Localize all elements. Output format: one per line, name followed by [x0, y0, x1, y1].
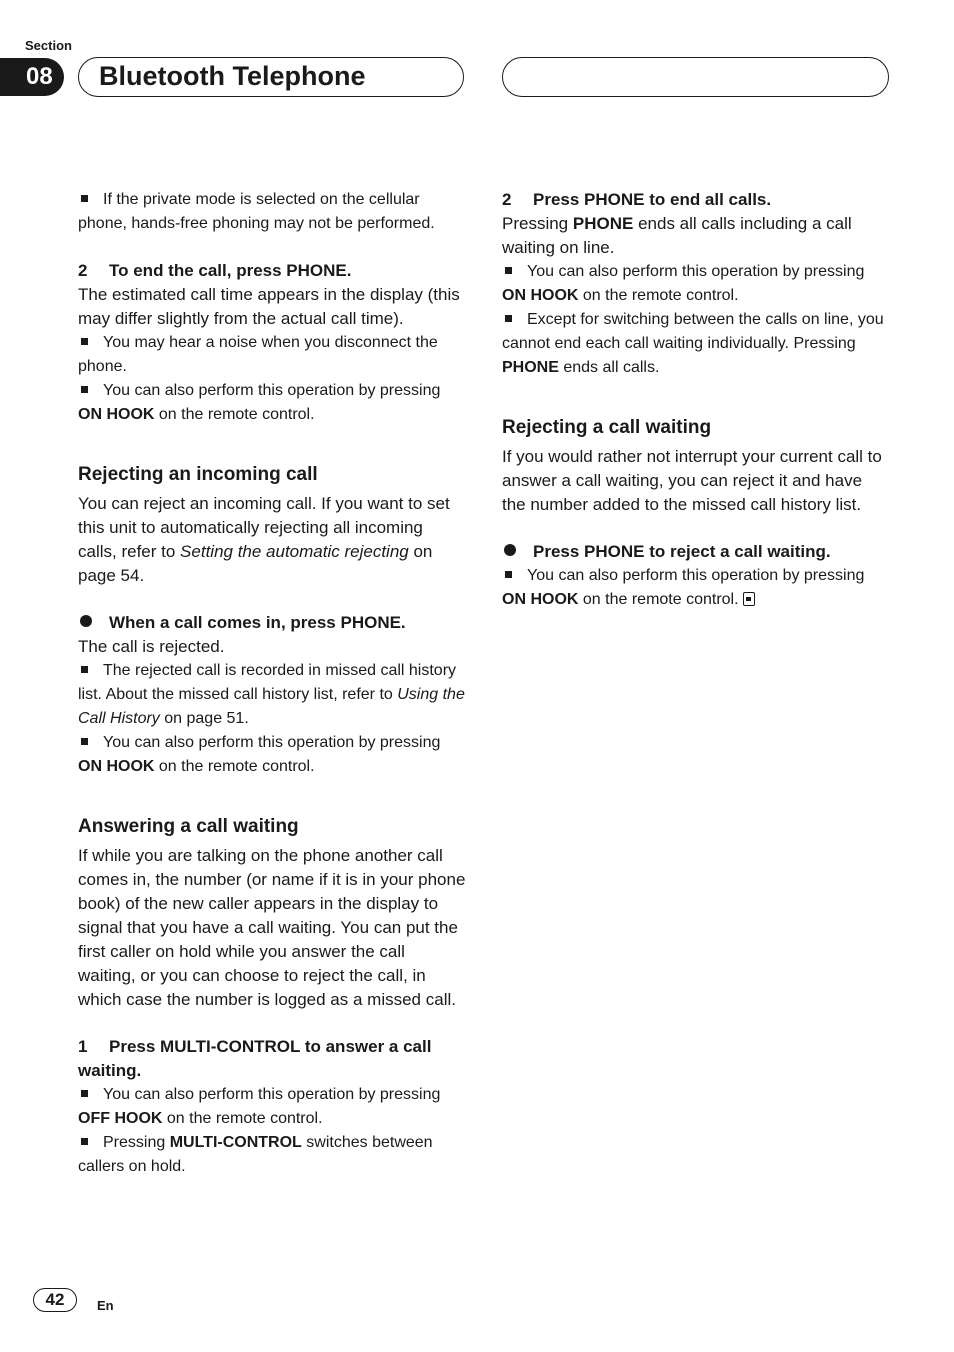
note-private-mode: If the private mode is selected on the cellular phone, hands-free phoning may not be performed. [78, 191, 435, 232]
header-empty-box [502, 57, 889, 97]
reject-waiting-body: If you would rather not interrupt your current call to answer a call waiting, you can reject it and have the number added to the missed call history list. [502, 447, 882, 514]
square-bullet-icon [81, 738, 88, 745]
language-label: En [97, 1298, 114, 1313]
round-bullet-icon [504, 544, 516, 556]
end-of-section-icon [743, 592, 755, 606]
note-onhook: You can also perform this operation by pressing ON HOOK on the remote control. [502, 567, 865, 608]
page-number: 42 [33, 1288, 77, 1312]
cross-reference: Using the Call History [78, 686, 465, 727]
cross-reference: Setting the automatic rejecting [180, 542, 409, 561]
square-bullet-icon [81, 195, 88, 202]
step-reject-call-waiting: Press PHONE to reject a call waiting. [502, 540, 890, 564]
section-number-tab: 08 [0, 58, 64, 96]
note-except: Except for switching between the calls on line, you cannot end each call waiting individually. Pressing PHONE ends all calls. [502, 311, 884, 376]
note-onhook: You can also perform this operation by pressing ON HOOK on the remote control. [78, 734, 441, 775]
square-bullet-icon [505, 267, 512, 274]
left-column [78, 188, 466, 1179]
note-onhook: You can also perform this operation by pressing ON HOOK on the remote control. [502, 263, 865, 304]
answer-body: If while you are talking on the phone another call comes in, the number (or name if it is in your phone book) of the new caller appears in the display to signal that you have a call waiting. You can put the first caller on hold while you answer the call waiting, or you can choose to reject the call, in which case the number is logged as a missed call. [78, 846, 466, 1009]
step-end-all-body: Pressing PHONE ends all calls including a call waiting on line. [502, 214, 852, 257]
square-bullet-icon [81, 666, 88, 673]
note-offhook: You can also perform this operation by pressing OFF HOOK on the remote control. [78, 1086, 441, 1127]
section-label: Section [25, 38, 72, 53]
step-end-call-body: The estimated call time appears in the display (this may differ slightly from the actual call time). [78, 285, 460, 328]
heading-answering-call-waiting: Answering a call waiting [78, 816, 299, 837]
square-bullet-icon [81, 1138, 88, 1145]
note-multi-control: Pressing MULTI-CONTROL switches between callers on hold. [78, 1134, 433, 1175]
square-bullet-icon [505, 315, 512, 322]
page-title: Bluetooth Telephone [78, 57, 464, 97]
step-end-call: 2 To end the call, press PHONE. [78, 261, 352, 280]
step-end-all-calls: 2 Press PHONE to end all calls. [502, 190, 772, 209]
round-bullet-icon [80, 615, 92, 627]
note-noise: You may hear a noise when you disconnect the phone. [78, 334, 438, 375]
note-history: The rejected call is recorded in missed call history list. About the missed call history list, refer to Using the Call History on page 51. [78, 662, 465, 727]
heading-rejecting-call-waiting: Rejecting a call waiting [502, 417, 712, 438]
square-bullet-icon [81, 386, 88, 393]
square-bullet-icon [81, 1090, 88, 1097]
square-bullet-icon [81, 338, 88, 345]
right-column [502, 188, 890, 612]
step-answer-call-waiting: 1 Press MULTI-CONTROL to answer a call waiting. [78, 1037, 432, 1080]
step-reject-body: The call is rejected. [78, 637, 225, 656]
step-reject-call: When a call comes in, press PHONE. [78, 611, 466, 635]
note-onhook: You can also perform this operation by pressing ON HOOK on the remote control. [78, 382, 441, 423]
heading-rejecting-incoming-call: Rejecting an incoming call [78, 464, 318, 485]
square-bullet-icon [505, 571, 512, 578]
reject-body: You can reject an incoming call. If you want to set this unit to automatically rejecting all incoming calls, refer to Setting the automatic rejecting on page 54. [78, 494, 450, 585]
